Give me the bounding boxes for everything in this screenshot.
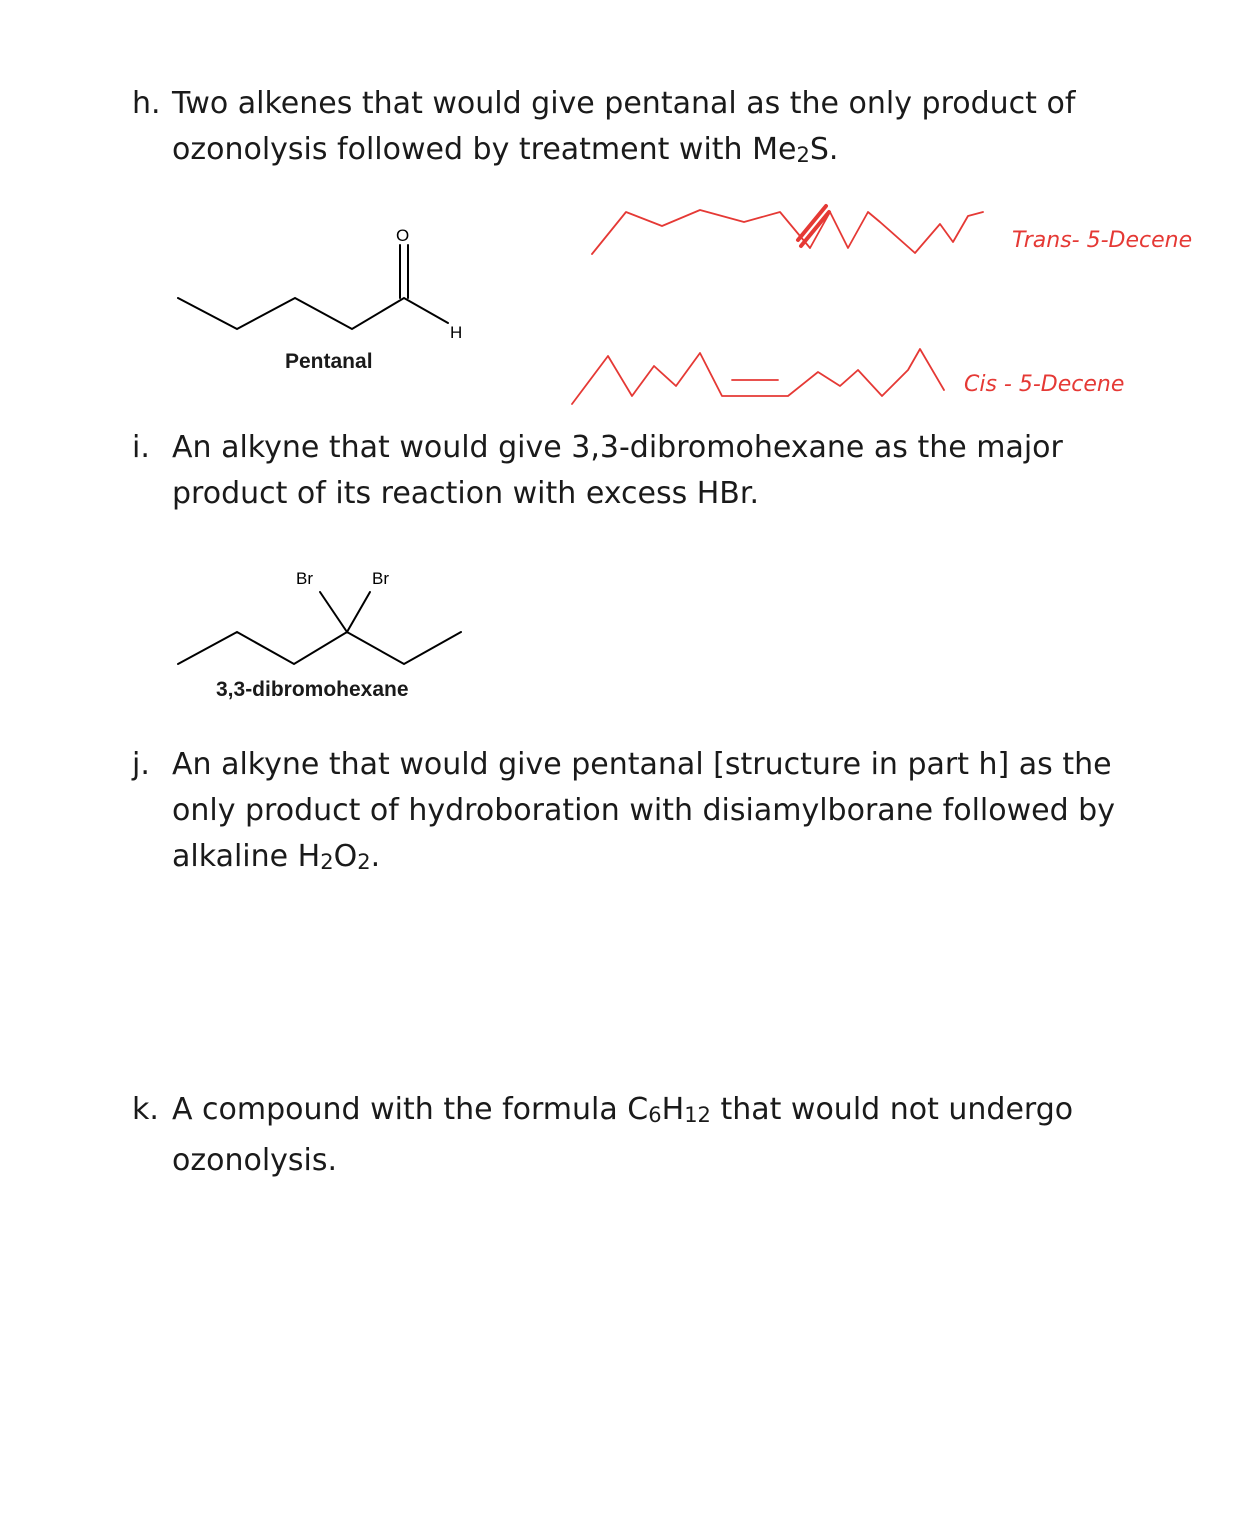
question-k-letter: k. xyxy=(132,1092,159,1127)
pentanal-atom-h: H xyxy=(450,323,463,342)
trans-decene-zigzag xyxy=(592,210,983,254)
question-i-letter: i. xyxy=(132,430,150,465)
pentanal-structure xyxy=(178,245,448,329)
question-h-line-2: ozonolysis followed by treatment with $Me_2S$. xyxy=(172,132,839,168)
question-j-line-1: An alkyne that would give pentanal [structure in part h] as the xyxy=(172,747,1112,782)
question-k-line-2: ozonolysis. xyxy=(172,1143,338,1179)
dibromohexane-br-bond-2 xyxy=(347,592,370,632)
question-j-letter: j. xyxy=(132,747,150,782)
question-i-line-1: An alkyne that would give 3,3-dibromohexane as the major xyxy=(172,430,1063,465)
question-i-line-2: product of its reaction with excess HBr. xyxy=(172,476,759,511)
dibromohexane-br-bond-1 xyxy=(320,592,347,632)
question-j-line-2: only product of hydroboration with disiamylborane followed by xyxy=(172,793,1115,828)
trans-decene-drawing xyxy=(592,206,983,254)
pentanal-chain xyxy=(178,298,448,329)
question-k-line-1: A compound with the formula $C_6H_{12}$ that would not undergo xyxy=(172,1092,1074,1128)
dibromohexane-label: 3,3-dibromohexane xyxy=(216,678,409,701)
trans-decene-label: Trans- 5-Decene xyxy=(1012,228,1193,253)
cis-decene-drawing xyxy=(572,349,944,404)
cis-decene-zigzag xyxy=(572,349,944,404)
pentanal-atom-o: O xyxy=(396,226,410,245)
dibromohexane-structure xyxy=(178,592,461,664)
question-h-line-1: Two alkenes that would give pentanal as the only product of xyxy=(172,86,1076,121)
pentanal-label: Pentanal xyxy=(285,350,373,373)
question-j-line-3: alkaline $H_2O_2$. xyxy=(172,839,381,875)
question-h-letter: h. xyxy=(132,86,161,121)
dibromohexane-atom-br-1: Br xyxy=(296,569,313,588)
dibromohexane-chain xyxy=(178,632,461,664)
dibromohexane-atom-br-2: Br xyxy=(372,569,389,588)
cis-decene-label: Cis - 5-Decene xyxy=(964,372,1125,397)
